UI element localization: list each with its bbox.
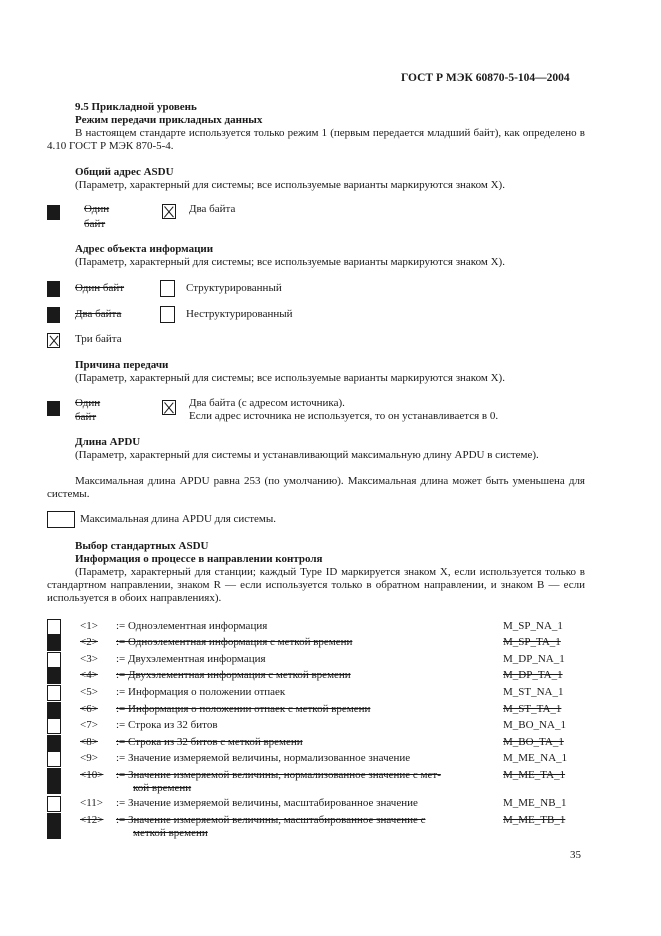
checkbox-two-bytes[interactable] [162,204,176,219]
asdu-type-mnemonic: M_SP_TA_1 [503,636,561,648]
asdu-type-description: := Значение измеряемой величины, масштабированное значение с [116,814,426,826]
asdu-type-code: <5> [80,686,98,698]
asdu-type-code: <4> [80,669,98,681]
asdu-type-code: <12> [80,814,104,826]
asdu-type-code: <6> [80,703,98,715]
asdu-type-description: := Строка из 32 битов [116,719,218,731]
asdu-checkbox[interactable] [47,718,61,734]
ioa-structured: Структурированный [186,282,282,294]
asdu-type-description: := Значение измеряемой величины, нормализованное значение [116,752,411,764]
asdu-checkbox[interactable] [47,685,61,701]
apdu-title: Длина APDU [75,436,141,448]
asdu-type-description: := Значение измеряемой величины, нормализованное значение с мет- [116,769,441,781]
asdu-type-mnemonic: M_BO_TA_1 [503,736,564,748]
asdu-select-note: (Параметр, характерный для станции; каждый Type ID маркируется знаком X, если используется только в стандартном направлении, знаком R — если используется только в обратном направлении, и знаком B — если используется в обоих направлениях). [47,566,585,605]
checkbox-structured[interactable] [160,280,175,297]
section-heading: 9.5 Прикладной уровень [75,101,197,113]
asdu-type-description-cont: кой времени [133,782,192,794]
asdu-type-description: := Значение измеряемой величины, масштабированное значение [116,797,418,809]
asdu-type-mnemonic: M_DP_NA_1 [503,653,565,665]
cot-note: (Параметр, характерный для системы; все используемые варианты маркируются знаком X). [75,372,505,384]
apdu-max-length-input[interactable] [47,511,75,528]
asdu-type-mnemonic: M_ME_TA_1 [503,769,566,781]
asdu-checkbox[interactable] [47,768,61,794]
asdu-type-code: <9> [80,752,98,764]
asdu-type-mnemonic: M_ME_TB_1 [503,814,566,826]
common-address-note: (Параметр, характерный для системы; все используемые варианты маркируются знаком X). [75,179,505,191]
asdu-checkbox[interactable] [47,813,61,839]
asdu-type-description: := Одноэлементная информация с меткой времени [116,636,353,648]
ioa-unstructured: Неструктурированный [186,308,293,320]
asdu-type-mnemonic: M_SP_NA_1 [503,620,563,632]
asdu-type-description: := Двухэлементная информация [116,653,266,665]
asdu-type-code: <3> [80,653,98,665]
ioa-title: Адрес объекта информации [75,243,214,255]
checkbox-ioa-three-bytes[interactable] [47,333,60,348]
checkbox-ioa-one-byte[interactable] [47,281,60,297]
asdu-type-code: <8> [80,736,98,748]
ioa-two-bytes: Два байта [75,308,122,320]
option-one-byte-line1: Один [84,203,110,215]
asdu-type-description: := Информация о положении отпаек [116,686,286,698]
cot-two-bytes-line2: Если адрес источника не используется, то он устанавливается в 0. [189,410,499,422]
cot-one-byte-line2: байт [75,411,97,423]
section-subheading: Режим передачи прикладных данных [75,114,263,126]
common-address-title: Общий адрес ASDU [75,166,174,178]
asdu-type-code: <10> [80,769,104,781]
asdu-type-mnemonic: M_DP_TA_1 [503,669,563,681]
asdu-type-mnemonic: M_ME_NB_1 [503,797,567,809]
asdu-type-mnemonic: M_BO_NA_1 [503,719,566,731]
asdu-select-subtitle: Информация о процессе в направлении контроля [75,553,323,565]
checkbox-cot-one-byte[interactable] [47,401,60,416]
asdu-type-code: <1> [80,620,98,632]
asdu-checkbox[interactable] [47,635,61,651]
asdu-type-code: <11> [80,797,103,809]
section-text: В настоящем стандарте используется только режим 1 (первым передается младший байт), как определено в 4.10 ГОСТ Р МЭК 870-5-4. [47,127,585,153]
document-id: ГОСТ Р МЭК 60870-5-104—2004 [401,72,570,84]
asdu-type-description-cont: меткой времени [133,827,208,839]
asdu-checkbox[interactable] [47,668,61,684]
cot-one-byte-line1: Один [75,397,101,409]
cot-title: Причина передачи [75,359,169,371]
asdu-type-code: <2> [80,636,98,648]
ioa-one-byte: Один байт [75,282,125,294]
ioa-note: (Параметр, характерный для системы; все используемые варианты маркируются знаком X). [75,256,505,268]
asdu-type-code: <7> [80,719,98,731]
asdu-checkbox[interactable] [47,735,61,751]
apdu-text: Максимальная длина APDU равна 253 (по умолчанию). Максимальная длина может быть уменьшена для системы. [47,475,585,501]
asdu-checkbox[interactable] [47,751,61,767]
checkbox-ioa-two-bytes[interactable] [47,307,60,323]
asdu-checkbox[interactable] [47,702,61,718]
asdu-type-description: := Строка из 32 битов с меткой времени [116,736,303,748]
ioa-three-bytes: Три байта [75,333,122,345]
option-two-bytes: Два байта [189,203,236,215]
checkbox-unstructured[interactable] [160,306,175,323]
asdu-checkbox[interactable] [47,796,61,812]
asdu-type-mnemonic: M_ST_TA_1 [503,703,562,715]
asdu-type-mnemonic: M_ME_NA_1 [503,752,568,764]
asdu-select-title: Выбор стандартных ASDU [75,540,209,552]
asdu-checkbox[interactable] [47,619,61,635]
checkbox-cot-two-bytes[interactable] [162,400,176,415]
asdu-type-description: := Одноэлементная информация [116,620,268,632]
apdu-note: (Параметр, характерный для системы и устанавливающий максимальную длину APDU в системе). [75,449,539,461]
option-one-byte-line2: байт [84,218,106,230]
checkbox-one-byte[interactable] [47,205,60,220]
asdu-type-description: := Информация о положении отпаек с меткой времени [116,703,371,715]
page-number: 35 [570,849,581,861]
asdu-checkbox[interactable] [47,652,61,668]
apdu-box-label: Максимальная длина APDU для системы. [80,513,276,525]
asdu-type-mnemonic: M_ST_NA_1 [503,686,564,698]
cot-two-bytes-line1: Два байта (с адресом источника). [189,397,345,409]
asdu-type-description: := Двухэлементная информация с меткой времени [116,669,351,681]
